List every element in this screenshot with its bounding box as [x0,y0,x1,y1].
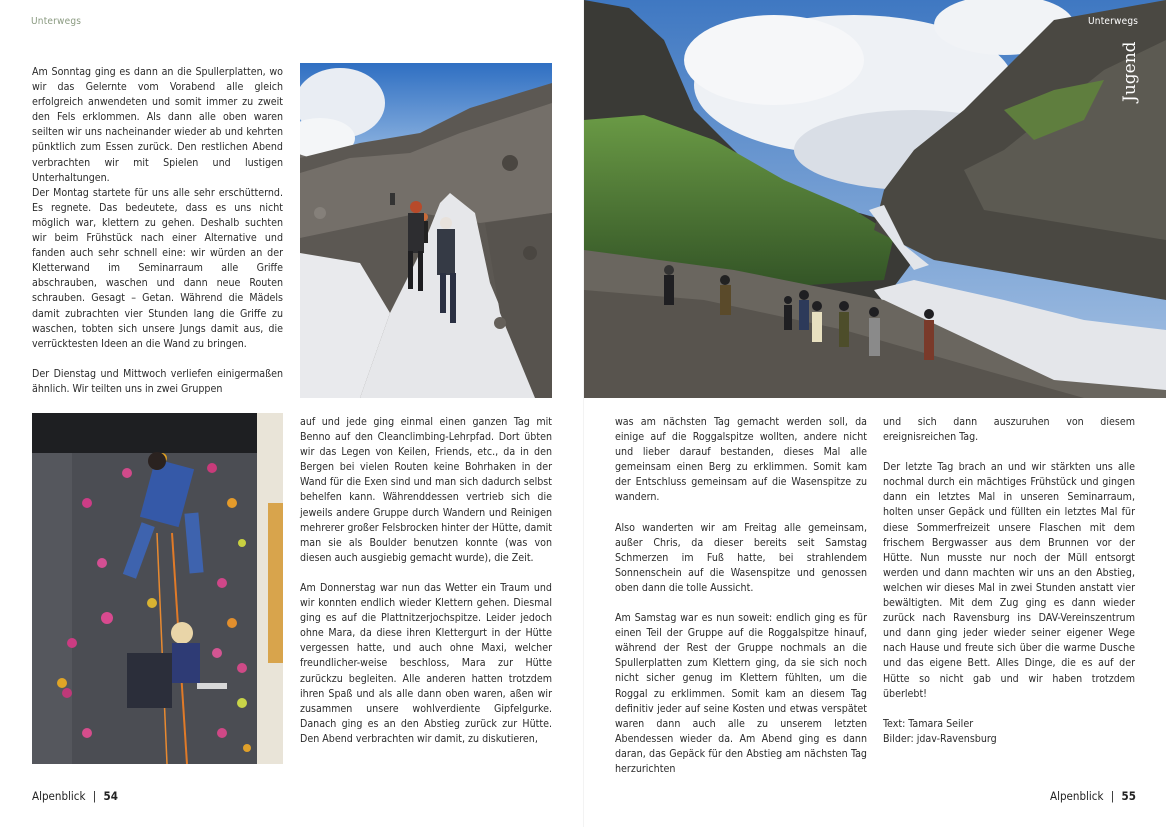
paragraph: Am Donnerstag war nun das Wetter ein Traum und wir konnten endlich wieder Klettern gehen. Diesmal ging es auf die Plattnitzerjochspitze. Leider jedoch ohne Mara, da diese ihren Klettergurt in der Hütte vergessen hatte, und auch ohne Maxi, welcher freundlicher-weise beschloss, Mara zur Hütte zurückzu begleiten. Alle anderen hatten trotzdem ihren Spaß und als alle dann oben waren, aßen wir zusammen unsere wohlverdiente Gipfelgurke. Danach ging es an den Abstieg zurück zur Hütte. Den Abend verbrachten wir damit, zu diskutieren, [300,581,552,745]
article-column-4 [883,415,1135,747]
paragraph: Der Dienstag und Mittwoch verliefen einigermaßen ähnlich. Wir teilten uns in zwei Gruppen [32,367,283,395]
article-column-2 [300,415,552,747]
footer-separator: | [1110,789,1115,803]
photo-snow-descent [300,63,552,398]
paragraph: was am nächsten Tag gemacht werden soll, da einige auf die Roggalspitze wollten, andere nicht und lieber darauf bestanden, dieses Mal alle gemeinsam einen Berg zu erklimmen. Somit kam der Entschluss gemeinsam auf die Wasenspitze zu wandern. [615,416,867,504]
photo-valley-hikers [584,0,1166,398]
footer-left [32,789,118,803]
magazine-name: Alpenblick [32,789,86,803]
jugend-label: Jugend [1120,41,1140,102]
article-column-3 [615,415,867,777]
jugend-tag [1118,32,1138,102]
credits-text: Text: Tamara Seiler [883,717,974,730]
section-label-left: Unterwegs [31,16,82,27]
paragraph: Der Montag startete für uns alle sehr erschütternd. Es regnete. Das bedeutete, dass es uns nicht möglich war, klettern zu gehen. Deshalb suchten wir beim Frühstück nach einer Alternative und fanden auch sehr schnell eine: wir würden an der Kletterwand im Seminarraum alle Griffe abschrauben, waschen und dann neue Routen schrauben. Gesagt – Getan. Während die Mädels damit zubrachten vier Stunden lang die Griffe zu waschen, tobten sich unsere Jungs damit aus, die verrücktesten Ideen an die Wand zu bringen. [32,186,283,350]
paragraph: Am Samstag war es nun soweit: endlich ging es für einen Teil der Gruppe auf die Roggalspitze hinauf, während der Rest der Gruppe nochmals an die Spullerplatten zum Klettern ging, da sie sich noch nicht sicher genug im Klettern fühlten, um die Roggal zu erklimmen. Somit kam an diesem Tag definitiv jeder auf seine Kosten und etwas verspätet waren dann auch alle zu unserem letzten Abendessen wieder da. Am Abend ging es dann daran, das Gepäck für den Abstieg am nächsten Tag herzurichten [615,612,867,775]
page-number: 54 [103,789,118,803]
footer-separator: | [92,789,97,803]
credits-photos: Bilder: jdav-Ravensburg [883,732,997,745]
section-label-right: Unterwegs [1088,16,1139,27]
magazine-name: Alpenblick [1050,789,1104,803]
footer-right [1050,789,1136,803]
paragraph: Also wanderten wir am Freitag alle gemeinsam, außer Chris, da dieser bereits seit Samstag Schmerzen im Fuß hatte, bei strahlendem Sonnenschein auf die Wasenspitze und genossen oben dann die tolle Aussicht. [615,521,867,594]
paragraph: Der letzte Tag brach an und wir stärkten uns alle nochmal durch ein mächtiges Frühstück und gingen dann ein letztes Mal in unseren Seminarraum, holten unser Gepäck und füllten ein letztes Mal für diese Sommerfreizeit unsere Flaschen mit dem frischem Bergwasser aus dem Brunnen vor der Hütte. Nun musste nur noch der Müll entsorgt werden und dann machten wir uns an den Abstieg, welchen wir dieses Mal in zwei Stunden anstatt vier bewältigten. Mit dem Zug ging es dann wieder zurück nach Ravensburg ins DAV-Vereinszentrum und dann ging jeder wieder seiner eigener Wege nach Hause und freute sich über die warme Dusche und das eigene Bett. Alles Dinge, die es auf der Hütte so nicht gab und wir haben trotzdem überlebt! [883,461,1135,700]
paragraph: Am Sonntag ging es dann an die Spullerplatten, wo wir das Gelernte vom Vorabend alle gleich erfolgreich anwendeten und somit immer zu zweit den Fels erklommen. Als dann alle oben waren seilten wir uns nacheinander wieder ab und kehrten pünktlich zum Essen zurück. Den restlichen Abend verbrachten wir mit Spielen und lustigen Unterhaltungen. [32,66,283,184]
paragraph: und sich dann auszuruhen von diesem ereignisreichen Tag. [883,416,1135,444]
page-number: 55 [1121,789,1136,803]
paragraph: auf und jede ging einmal einen ganzen Tag mit Benno auf den Cleanclimbing-Lehrpfad. Dort übten wir das Legen von Keilen, Friends, etc., da in den Bergen bei vielen Routen keine Bohrhaken in der Wand für die Exen sind und man sich dadurch selbst behelfen kann. Währenddessen vertrieb sich die jeweils andere Gruppe durch Wandern und Reinigen mehrerer großer Felsbrocken hinter der Hütte, damit man sie als Boulder benutzen konnte (was von diesen auch ausgiebig gemacht wurde), die Zeit. [300,416,552,564]
article-column-1 [32,65,283,397]
photo-climbing-wall [32,413,283,764]
